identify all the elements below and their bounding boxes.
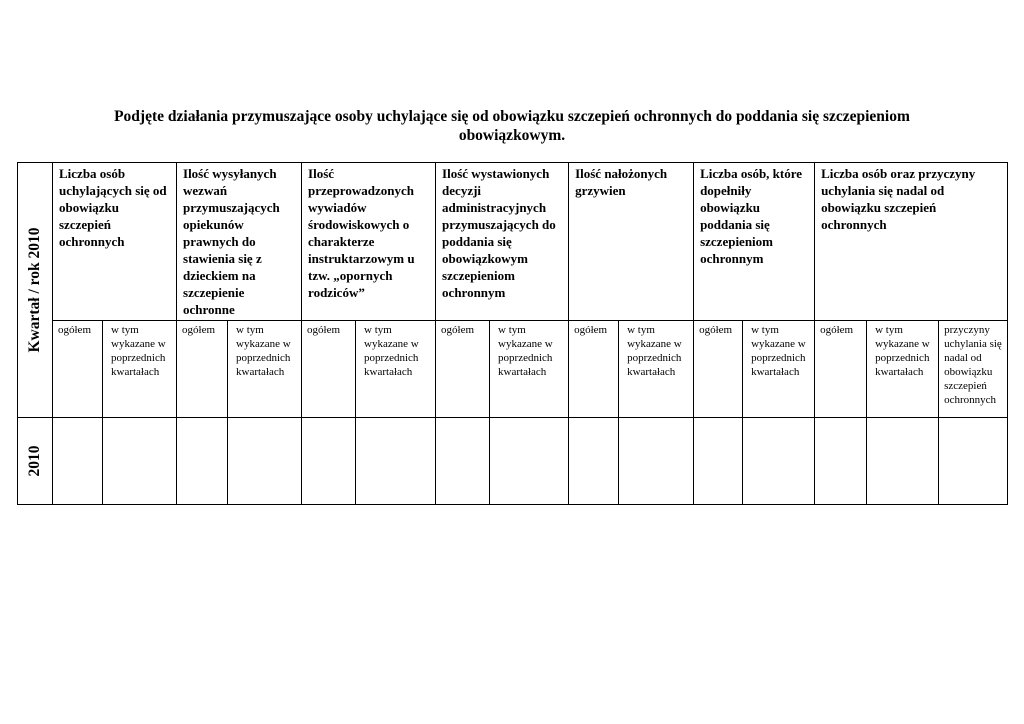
header-still-evading: Liczba osób oraz przyczyny uchylania się nadal od obowiązku szczepień ochronnych <box>815 163 1008 321</box>
header-summons-count: Ilość wysyłanych wezwań przymuszających opiekunów prawnych do stawienia się z dzieckiem na szczepienie ochronne <box>177 163 302 321</box>
subheader-previous: w tym wykazane w poprzednich kwartałach <box>103 321 177 418</box>
data-cell[interactable] <box>939 418 1008 505</box>
data-cell[interactable] <box>302 418 356 505</box>
data-row-2010 <box>18 418 1008 505</box>
subheader-total: ogółem <box>436 321 490 418</box>
data-cell[interactable] <box>103 418 177 505</box>
header-fines-count: Ilość nałożonych grzywien <box>569 163 694 321</box>
data-cell[interactable] <box>867 418 939 505</box>
subheader-reasons: przyczyny uchylania się nadal od obowiązku szczepień ochronnych <box>939 321 1008 418</box>
subheader-total: ogółem <box>302 321 356 418</box>
subheader-total: ogółem <box>569 321 619 418</box>
data-cell[interactable] <box>228 418 302 505</box>
header-decisions-count: Ilość wystawionych decyzji administracyjnych przymuszających do poddania się obowiązkowym szczepieniom ochronnym <box>436 163 569 321</box>
row-year-cell <box>18 418 53 505</box>
header-row <box>18 163 1008 321</box>
header-evaders-count: Liczba osób uchylających się od obowiązku szczepień ochronnych <box>53 163 177 321</box>
subheader-previous: w tym wykazane w poprzednich kwartałach <box>743 321 815 418</box>
subheader-previous: w tym wykazane w poprzednich kwartałach <box>490 321 569 418</box>
subheader-total: ogółem <box>53 321 103 418</box>
subheader-previous: w tym wykazane w poprzednich kwartałach <box>619 321 694 418</box>
data-cell[interactable] <box>694 418 743 505</box>
subheader-row <box>18 321 1008 418</box>
header-interviews-count: Ilość przeprowadzonych wywiadów środowiskowych o charakterze instruktarzowym u tzw. „opornych rodziców” <box>302 163 436 321</box>
data-cell[interactable] <box>436 418 490 505</box>
data-cell[interactable] <box>53 418 103 505</box>
report-table <box>17 162 1008 505</box>
data-cell[interactable] <box>356 418 436 505</box>
quarter-year-label: Kwartał / rok 2010 <box>26 227 43 353</box>
page-title <box>0 107 1024 145</box>
title-line-1: Podjęte działania przymuszające osoby uchylające się od obowiązku szczepień ochronnych do poddania się szczepieniom <box>114 108 910 125</box>
data-cell[interactable] <box>569 418 619 505</box>
data-cell[interactable] <box>177 418 228 505</box>
subheader-total: ogółem <box>694 321 743 418</box>
subheader-previous: w tym wykazane w poprzednich kwartałach <box>228 321 302 418</box>
data-cell[interactable] <box>490 418 569 505</box>
subheader-previous: w tym wykazane w poprzednich kwartałach <box>867 321 939 418</box>
quarter-year-header <box>18 163 53 418</box>
subheader-total: ogółem <box>815 321 867 418</box>
subheader-total: ogółem <box>177 321 228 418</box>
title-line-2: obowiązkowym. <box>458 127 566 144</box>
data-cell[interactable] <box>815 418 867 505</box>
data-cell[interactable] <box>743 418 815 505</box>
row-year-label: 2010 <box>26 445 43 477</box>
subheader-previous: w tym wykazane w poprzednich kwartałach <box>356 321 436 418</box>
header-complied-count: Liczba osób, które dopełniły obowiązku poddania się szczepieniom ochronnym <box>694 163 815 321</box>
data-cell[interactable] <box>619 418 694 505</box>
